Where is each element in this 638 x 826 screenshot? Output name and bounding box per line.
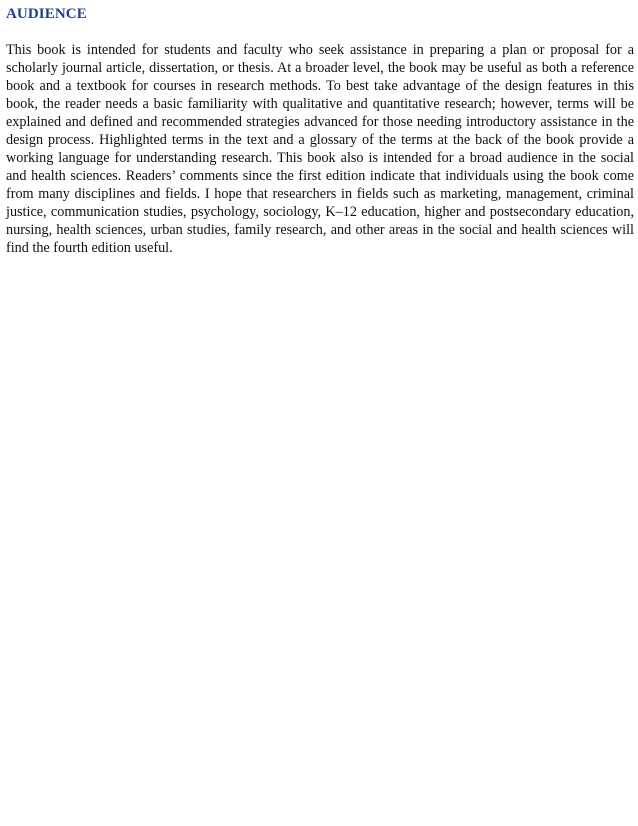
body-paragraph: This book is intended for students and faculty who seek assistance in preparing a plan or proposal for a scholarly journal article, dissertation, or thesis. At a broader level, the book may be useful as both a reference book and a textbook for courses in research methods. To best take advantage of the design features in this book, the reader needs a basic familiarity with qualitative and quantitative research; however, terms will be explained and defined and recommended strategies advanced for those needing introductory assistance in the design process. Highlighted terms in the text and a glossary of the terms at the back of the book provide a working language for understanding research. This book also is intended for a broad audience in the social and health sciences. Readers’ comments since the first edition indicate that individuals using the book come from many disciplines and fields. I hope that researchers in fields such as marketing, management, criminal justice, communication studies, psychology, sociology, K–12 education, higher and postsecondary education, nursing, health sciences, urban studies, family research, and other areas in the social and health sciences will find the fourth edition useful. bbox=[6, 42, 634, 256]
section-heading: AUDIENCE bbox=[6, 6, 87, 22]
document-page bbox=[6, 0, 634, 826]
